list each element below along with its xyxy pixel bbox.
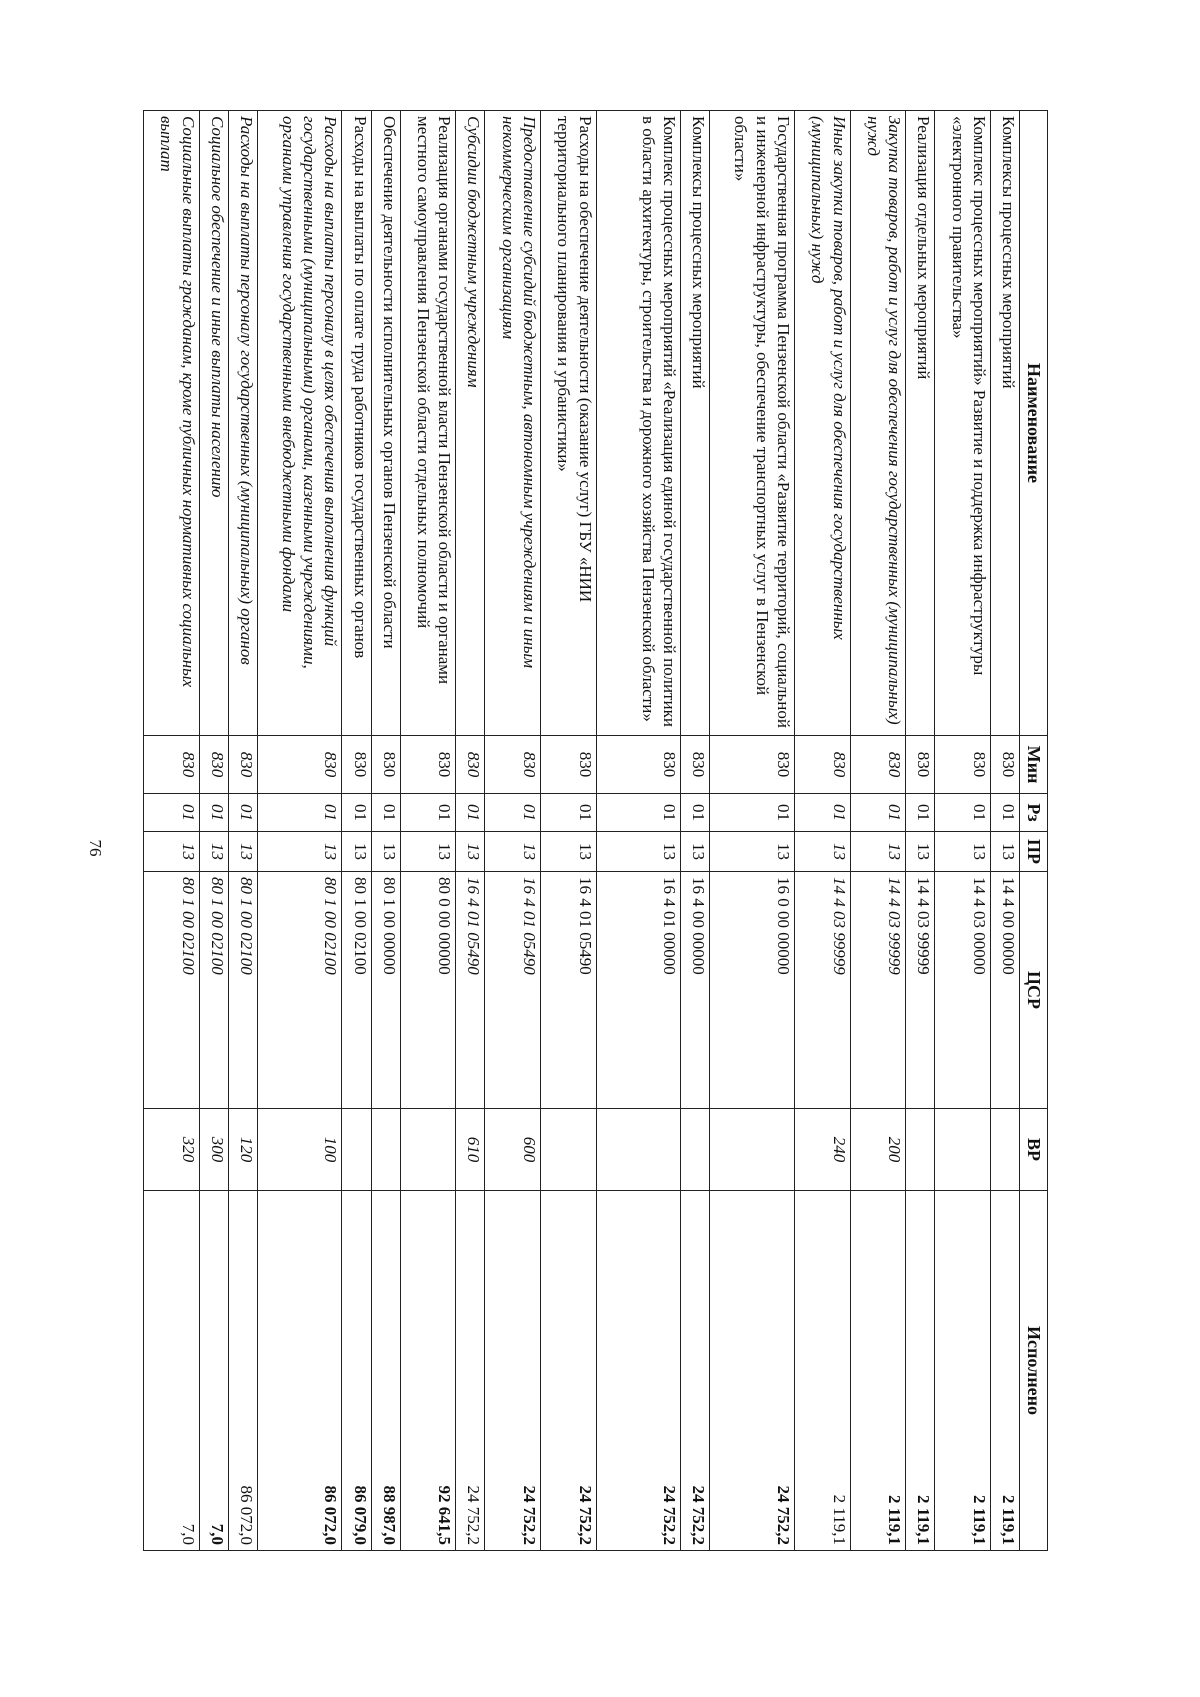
cell-csr: 16 4 01 05490 bbox=[456, 872, 485, 1109]
cell-pr: 13 bbox=[990, 832, 1019, 872]
cell-pr: 13 bbox=[456, 832, 485, 872]
table-row bbox=[257, 111, 342, 1551]
cell-csr: 80 1 00 02100 bbox=[228, 872, 257, 1109]
cell-csr: 80 1 00 02100 bbox=[257, 872, 342, 1109]
cell-vr bbox=[990, 1109, 1019, 1191]
cell-pr: 13 bbox=[794, 832, 850, 872]
cell-rz: 01 bbox=[371, 794, 400, 832]
table-row bbox=[456, 111, 485, 1551]
cell-csr: 14 4 03 99999 bbox=[850, 872, 906, 1109]
cell-name: Государственная программа Пензенской области «Развитие территорий, социальной и инженерной инфраструктуры, обеспечение транспортных услуг в Пензенской области» bbox=[710, 111, 795, 736]
cell-vr bbox=[681, 1109, 710, 1191]
cell-min: 830 bbox=[794, 736, 850, 794]
cell-csr: 80 0 00 00000 bbox=[400, 872, 456, 1109]
cell-executed: 86 079,0 bbox=[342, 1191, 371, 1551]
cell-rz: 01 bbox=[906, 794, 935, 832]
table-row bbox=[199, 111, 228, 1551]
cell-min: 830 bbox=[228, 736, 257, 794]
cell-min: 830 bbox=[906, 736, 935, 794]
table-body bbox=[144, 111, 1020, 1551]
cell-vr: 200 bbox=[850, 1109, 906, 1191]
cell-rz: 01 bbox=[794, 794, 850, 832]
cell-vr: 300 bbox=[199, 1109, 228, 1191]
cell-name: Расходы на выплаты по оплате труда работников государственных органов bbox=[342, 111, 371, 736]
table-row bbox=[342, 111, 371, 1551]
header-min: Мин bbox=[1020, 736, 1048, 794]
cell-min: 830 bbox=[199, 736, 228, 794]
cell-vr: 120 bbox=[228, 1109, 257, 1191]
cell-min: 830 bbox=[257, 736, 342, 794]
cell-executed: 86 072,0 bbox=[228, 1191, 257, 1551]
cell-min: 830 bbox=[850, 736, 906, 794]
cell-csr: 14 4 03 99999 bbox=[906, 872, 935, 1109]
header-rz: Рз bbox=[1020, 794, 1048, 832]
cell-rz: 01 bbox=[257, 794, 342, 832]
cell-rz: 01 bbox=[456, 794, 485, 832]
cell-pr: 13 bbox=[144, 832, 200, 872]
cell-pr: 13 bbox=[199, 832, 228, 872]
table-row bbox=[400, 111, 456, 1551]
cell-executed: 24 752,2 bbox=[710, 1191, 795, 1551]
cell-vr bbox=[371, 1109, 400, 1191]
cell-vr: 100 bbox=[257, 1109, 342, 1191]
cell-min: 830 bbox=[935, 736, 991, 794]
budget-table bbox=[143, 110, 1048, 1551]
cell-csr: 80 1 00 02100 bbox=[199, 872, 228, 1109]
cell-executed: 24 752,2 bbox=[485, 1191, 541, 1551]
cell-name: Комплексы процессных мероприятий bbox=[990, 111, 1019, 736]
cell-rz: 01 bbox=[400, 794, 456, 832]
cell-name: Расходы на выплаты персоналу государственных (муниципальных) органов bbox=[228, 111, 257, 736]
table-row bbox=[850, 111, 906, 1551]
cell-vr: 320 bbox=[144, 1109, 200, 1191]
cell-rz: 01 bbox=[485, 794, 541, 832]
cell-executed: 2 119,1 bbox=[794, 1191, 850, 1551]
table-row bbox=[990, 111, 1019, 1551]
cell-name: Обеспечение деятельности исполнительных органов Пензенской области bbox=[371, 111, 400, 736]
table-row bbox=[144, 111, 200, 1551]
cell-name: Реализация органами государственной власти Пензенской области и органами местного самоуправления Пензенской области отдельных полномочий bbox=[400, 111, 456, 736]
cell-rz: 01 bbox=[228, 794, 257, 832]
cell-vr: 610 bbox=[456, 1109, 485, 1191]
table-row bbox=[935, 111, 991, 1551]
header-csr: ЦСР bbox=[1020, 872, 1048, 1109]
cell-vr bbox=[935, 1109, 991, 1191]
cell-executed: 2 119,1 bbox=[990, 1191, 1019, 1551]
cell-csr: 16 4 01 00000 bbox=[596, 872, 681, 1109]
cell-vr: 600 bbox=[485, 1109, 541, 1191]
cell-pr: 13 bbox=[400, 832, 456, 872]
cell-name: Социальные выплаты гражданам, кроме публичных нормативных социальных выплат bbox=[144, 111, 200, 736]
cell-executed: 24 752,2 bbox=[681, 1191, 710, 1551]
cell-vr bbox=[342, 1109, 371, 1191]
cell-name: Расходы на выплаты персоналу в целях обеспечения выполнения функций государственными (муниципальными) органами, казенными учреждениями, органами управления государственными внебюджетными фондами bbox=[257, 111, 342, 736]
cell-pr: 13 bbox=[710, 832, 795, 872]
cell-min: 830 bbox=[400, 736, 456, 794]
cell-rz: 01 bbox=[342, 794, 371, 832]
cell-csr: 16 4 01 05490 bbox=[540, 872, 596, 1109]
cell-min: 830 bbox=[681, 736, 710, 794]
cell-csr: 80 1 00 00000 bbox=[371, 872, 400, 1109]
cell-vr bbox=[540, 1109, 596, 1191]
cell-executed: 7,0 bbox=[144, 1191, 200, 1551]
cell-executed: 2 119,1 bbox=[935, 1191, 991, 1551]
cell-name: Комплекс процессных мероприятий «Реализация единой государственной политики в области архитектуры, строительства и дорожного хозяйства Пензенской области» bbox=[596, 111, 681, 736]
cell-executed: 2 119,1 bbox=[906, 1191, 935, 1551]
cell-pr: 13 bbox=[371, 832, 400, 872]
table-row bbox=[906, 111, 935, 1551]
cell-min: 830 bbox=[371, 736, 400, 794]
cell-csr: 16 0 00 00000 bbox=[710, 872, 795, 1109]
table-row bbox=[228, 111, 257, 1551]
header-name: Наименование bbox=[1020, 111, 1048, 736]
cell-pr: 13 bbox=[681, 832, 710, 872]
table-row bbox=[485, 111, 541, 1551]
cell-name: Комплекс процессных мероприятий» Развитие и поддержка инфраструктуры «электронного правительства» bbox=[935, 111, 991, 736]
cell-vr: 240 bbox=[794, 1109, 850, 1191]
cell-executed: 7,0 bbox=[199, 1191, 228, 1551]
cell-name: Расходы на обеспечение деятельности (оказание услуг) ГБУ «НИИ территориального планирования и урбанистики» bbox=[540, 111, 596, 736]
cell-csr: 80 1 00 02100 bbox=[342, 872, 371, 1109]
table-row bbox=[596, 111, 681, 1551]
cell-rz: 01 bbox=[681, 794, 710, 832]
cell-pr: 13 bbox=[228, 832, 257, 872]
cell-name: Закупка товаров, работ и услуг для обеспечения государственных (муниципальных) нужд bbox=[850, 111, 906, 736]
cell-rz: 01 bbox=[596, 794, 681, 832]
cell-pr: 13 bbox=[540, 832, 596, 872]
cell-rz: 01 bbox=[935, 794, 991, 832]
cell-rz: 01 bbox=[850, 794, 906, 832]
cell-min: 830 bbox=[485, 736, 541, 794]
table-header-row bbox=[1020, 111, 1048, 1551]
table-row bbox=[794, 111, 850, 1551]
cell-min: 830 bbox=[596, 736, 681, 794]
cell-name: Субсидии бюджетным учреждениям bbox=[456, 111, 485, 736]
header-executed: Исполнено bbox=[1020, 1191, 1048, 1551]
cell-min: 830 bbox=[342, 736, 371, 794]
cell-vr bbox=[596, 1109, 681, 1191]
cell-executed: 24 752,2 bbox=[596, 1191, 681, 1551]
page-number: 76 bbox=[86, 839, 105, 857]
cell-csr: 80 1 00 02100 bbox=[144, 872, 200, 1109]
cell-vr bbox=[906, 1109, 935, 1191]
cell-rz: 01 bbox=[144, 794, 200, 832]
cell-vr bbox=[400, 1109, 456, 1191]
cell-min: 830 bbox=[540, 736, 596, 794]
cell-executed: 24 752,2 bbox=[456, 1191, 485, 1551]
rotated-table-container bbox=[143, 110, 1048, 1550]
header-pr: ПР bbox=[1020, 832, 1048, 872]
cell-executed: 2 119,1 bbox=[850, 1191, 906, 1551]
cell-name: Иные закупки товаров, работ и услуг для обеспечения государственных (муниципальных) нужд bbox=[794, 111, 850, 736]
cell-pr: 13 bbox=[906, 832, 935, 872]
cell-csr: 14 4 03 99999 bbox=[794, 872, 850, 1109]
cell-executed: 86 072,0 bbox=[257, 1191, 342, 1551]
table-row bbox=[710, 111, 795, 1551]
cell-min: 830 bbox=[144, 736, 200, 794]
cell-min: 830 bbox=[710, 736, 795, 794]
table-row bbox=[371, 111, 400, 1551]
cell-name: Реализация отдельных мероприятий bbox=[906, 111, 935, 736]
table-row bbox=[681, 111, 710, 1551]
cell-pr: 13 bbox=[935, 832, 991, 872]
cell-name: Комплексы процессных мероприятий bbox=[681, 111, 710, 736]
cell-executed: 88 987,0 bbox=[371, 1191, 400, 1551]
cell-pr: 13 bbox=[596, 832, 681, 872]
cell-vr bbox=[710, 1109, 795, 1191]
cell-pr: 13 bbox=[342, 832, 371, 872]
cell-name: Социальное обеспечение и иные выплаты населению bbox=[199, 111, 228, 736]
cell-executed: 24 752,2 bbox=[540, 1191, 596, 1551]
cell-pr: 13 bbox=[485, 832, 541, 872]
cell-executed: 92 641,5 bbox=[400, 1191, 456, 1551]
table-row bbox=[540, 111, 596, 1551]
cell-csr: 16 4 01 05490 bbox=[485, 872, 541, 1109]
cell-csr: 14 4 03 00000 bbox=[935, 872, 991, 1109]
cell-rz: 01 bbox=[540, 794, 596, 832]
cell-min: 830 bbox=[456, 736, 485, 794]
cell-rz: 01 bbox=[990, 794, 1019, 832]
cell-csr: 14 4 00 00000 bbox=[990, 872, 1019, 1109]
cell-pr: 13 bbox=[257, 832, 342, 872]
cell-min: 830 bbox=[990, 736, 1019, 794]
cell-csr: 16 4 00 00000 bbox=[681, 872, 710, 1109]
header-vr: ВР bbox=[1020, 1109, 1048, 1191]
cell-rz: 01 bbox=[710, 794, 795, 832]
cell-rz: 01 bbox=[199, 794, 228, 832]
cell-name: Предоставление субсидий бюджетным, автономным учреждениям и иным некоммерческим организациям bbox=[485, 111, 541, 736]
cell-pr: 13 bbox=[850, 832, 906, 872]
